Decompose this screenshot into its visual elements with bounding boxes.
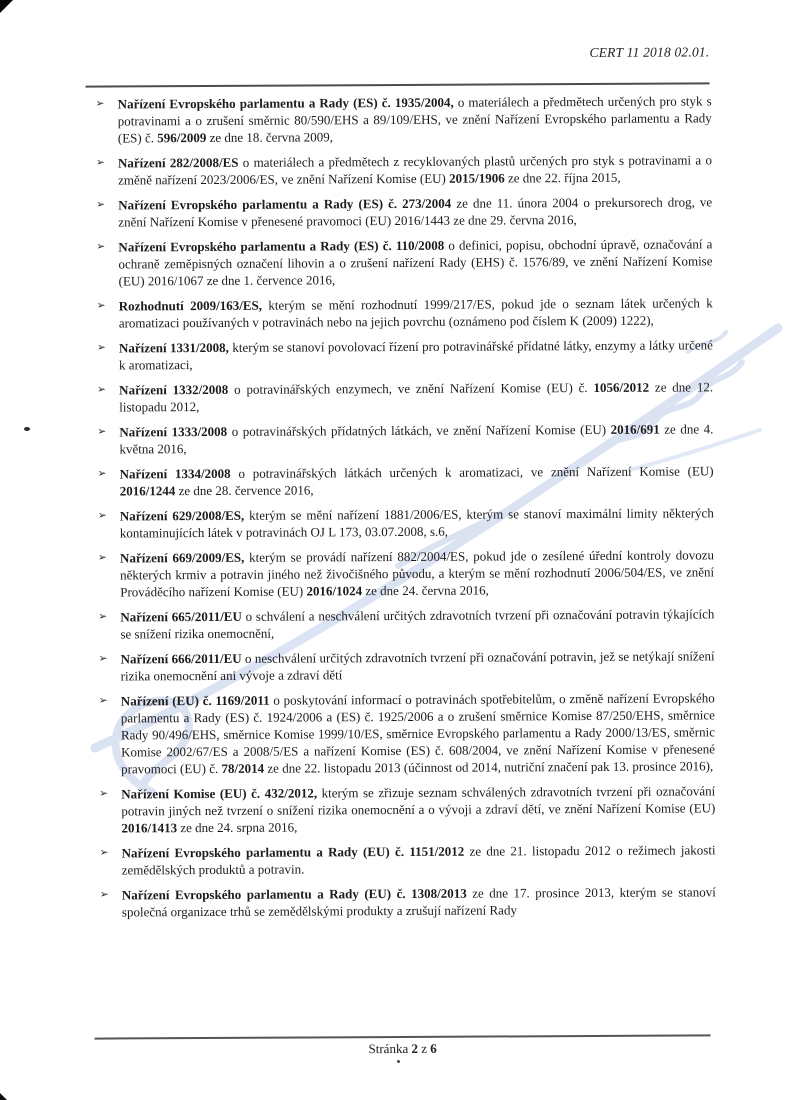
footer-total-pages: 6 — [430, 1040, 437, 1056]
arrow-bullet-icon: ➢ — [97, 467, 107, 480]
page-footer — [3, 1039, 800, 1059]
list-item — [99, 782, 715, 836]
arrow-bullet-icon: ➢ — [98, 610, 108, 623]
item-text: Rozhodnutí 2009/163/ES, kterým se mění rozhodnutí 1999/217/ES, pokud jde o seznam látek určených k aromatizaci používaných v potravinách nebo na jejich povrchu (oznámeno pod číslem K (2009) 1222), — [118, 295, 713, 331]
list-item — [97, 336, 713, 373]
list-item — [99, 647, 715, 684]
list-item — [97, 378, 713, 415]
arrow-bullet-icon: ➢ — [96, 198, 106, 211]
list-item — [97, 420, 713, 457]
arrow-bullet-icon: ➢ — [96, 299, 106, 312]
arrow-bullet-icon: ➢ — [98, 694, 108, 707]
item-text: Nařízení Evropského parlamentu a Rady (EU) č. 1151/2012 ze dne 21. listopadu 2012 o režimech jakosti zemědělských produktů a potravin. — [121, 842, 716, 878]
item-text: Nařízení 666/2011/EU o neschválení určitých zdravotních tvrzení při označování potravin, jež se netýkají snížení rizika onemocnění ani vývoje a zdraví dětí — [120, 648, 715, 684]
scan-edge-mark — [24, 427, 30, 431]
item-text: Nařízení 665/2011/EU o schválení a neschválení určitých zdravotních tvrzení při označování potravin týkajících se snížení rizika onemocnění, — [120, 606, 715, 642]
arrow-bullet-icon: ➢ — [97, 509, 107, 522]
footer-page-number: 2 — [411, 1040, 418, 1056]
regulation-list — [96, 92, 716, 928]
list-item — [96, 92, 712, 146]
list-item — [100, 841, 716, 878]
list-item — [98, 504, 714, 541]
arrow-bullet-icon: ➢ — [98, 652, 108, 665]
arrow-bullet-icon: ➢ — [99, 787, 109, 800]
item-text: Nařízení Komise (EU) č. 432/2012, kterým se zřizuje seznam schválených zdravotních tvrzení při označování potravin jiných než tvrzení o snížení rizika onemocnění a o vývoji a zdraví dětí, ve znění Nařízení Komise (EU) 2016/1413 ze dne 24. srpna 2016, — [121, 783, 716, 836]
item-text: Nařízení (EU) č. 1169/2011 o poskytování informací o potravinách spotřebitelům, o změně nařízení Evropského parlamentu a Rady (ES) č. 1924/2006 a (ES) č. 1925/2006 a o zrušení směrnice Komise 87/250/EHS, směrnice Rady 90/496/EHS, směrnice Komise 1999/10/ES, směrnice Evropského parlamentu a Rady 2000/13/ES, směrnic Komise 2002/67/ES a 2008/5/ES a nařízení Komise (ES) č. 608/2004, ve znění Nařízení Komise v přenesené pravomoci (EU) č. 78/2014 ze dne 22. listopadu 2013 (účinnost od 2014, nutriční značení pak 13. prosince 2016), — [120, 690, 716, 777]
scan-footer-mark — [397, 1060, 400, 1063]
arrow-bullet-icon: ➢ — [96, 341, 106, 354]
arrow-bullet-icon: ➢ — [95, 156, 105, 169]
document-reference-text: CERT 11 2018 02.01. — [589, 44, 710, 61]
item-text: Nařízení 1333/2008 o potravinářských přídatných látkách, ve znění Nařízení Komise (EU) 2016/691 ze dne 4. května 2016, — [119, 421, 714, 457]
header-divider — [86, 82, 710, 87]
arrow-bullet-icon: ➢ — [97, 383, 106, 396]
arrow-bullet-icon: ➢ — [98, 551, 107, 564]
item-text: Nařízení Evropského parlamentu a Rady (ES) č. 1935/2004, o materiálech a předmětech určených pro styk s potravinami a o zrušení směrnic 80/590/EHS a 89/109/EHS, ve znění Nařízení Evropského parlamentu a Rady (ES) č. 596/2009 ze dne 18. června 2009, — [117, 93, 712, 146]
list-item — [98, 546, 714, 600]
item-text: Nařízení Evropského parlamentu a Rady (EU) č. 1308/2013 ze dne 17. prosince 2013, kterým se stanoví společná organizace trhů se zemědělskými produkty a zrušují nařízení Rady — [121, 884, 716, 920]
item-text: Nařízení 669/2009/ES, kterým se provádí nařízení 882/2004/ES, pokud jde o zesílené úřední kontroly dovozu některých krmiv a potravin jiného než živočišného původu, a kterým se mění rozhodnutí 2006/504/ES, ve znění Prováděcího nařízení Komise (EU) 2016/1024 ze dne 24. června 2016, — [119, 547, 715, 600]
item-text: Nařízení 282/2008/ES o materiálech a předmětech z recyklovaných plastů určených pro styk s potravinami a o změně nařízení 2023/2006/ES, ve znění Nařízení Komise (EU) 2015/1906 ze dne 22. října 2015, — [117, 152, 712, 188]
item-text: Nařízení Evropského parlamentu a Rady (ES) č. 110/2008 o definici, popisu, obchodní úpravě, označování a ochraně zeměpisných označení lihovin a o zrušení nařízení Rady (EHS) č. 1576/89, ve znění Nařízení Komise (EU) 2016/1067 ze dne 1. července 2016, — [118, 236, 713, 289]
document-reference — [589, 44, 709, 61]
arrow-bullet-icon: ➢ — [99, 888, 109, 901]
list-item — [100, 883, 716, 920]
footer-of: z — [417, 1040, 431, 1056]
list-item — [98, 462, 714, 499]
arrow-bullet-icon: ➢ — [96, 240, 106, 253]
arrow-bullet-icon: ➢ — [99, 846, 109, 859]
list-item — [99, 689, 715, 777]
list-item — [96, 235, 712, 289]
item-text: Nařízení Evropského parlamentu a Rady (ES) č. 273/2004 ze dne 11. února 2004 o prekursorech drog, ve znění Nařízení Komise v přenesené pravomoci (EU) 2016/1443 ze dne 29. června 2016, — [118, 194, 713, 230]
item-text: Nařízení 1331/2008, kterým se stanoví povolovací řízení pro potravinářské přídatné látky, enzymy a látky určené k aromatizaci, — [118, 337, 713, 373]
list-item — [98, 605, 714, 642]
arrow-bullet-icon: ➢ — [95, 97, 105, 110]
list-item — [97, 294, 713, 331]
arrow-bullet-icon: ➢ — [97, 425, 107, 438]
scan-corner-artifact-top-left — [0, 0, 13, 13]
list-item — [96, 193, 712, 230]
list-item — [96, 151, 712, 188]
footer-divider — [95, 1034, 711, 1039]
item-text: Nařízení 1332/2008 o potravinářských enzymech, ve znění Nařízení Komise (EU) č. 1056/2012 ze dne 12. listopadu 2012, — [119, 379, 714, 415]
footer-word: Stránka — [368, 1040, 412, 1057]
item-text: Nařízení 629/2008/ES, kterým se mění nařízení 1881/2006/ES, kterým se stanoví maximální limity některých kontaminujících látek v potravinách OJ L 173, 03.07.2008, s.6, — [119, 505, 714, 541]
item-text: Nařízení 1334/2008 o potravinářských látkách určených k aromatizaci, ve znění Nařízení Komise (EU) 2016/1244 ze dne 28. července 2016, — [119, 463, 714, 499]
